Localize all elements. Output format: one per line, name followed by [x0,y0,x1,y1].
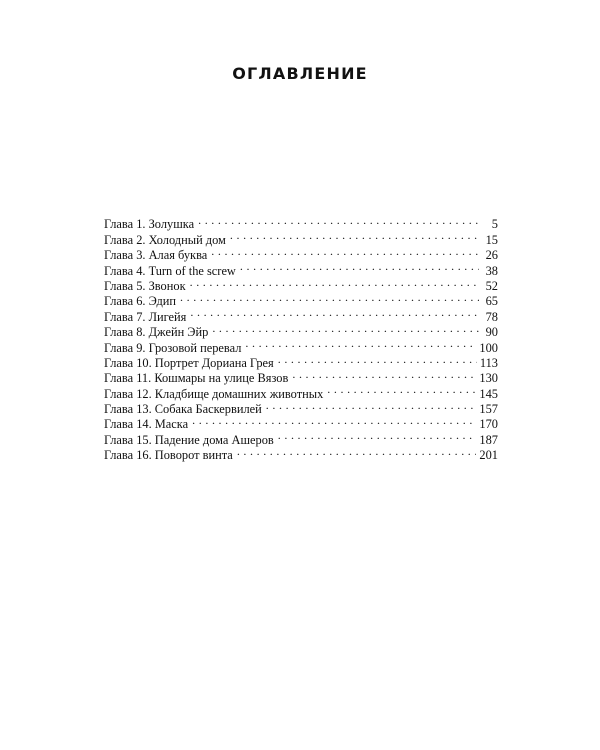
dot-leader [212,321,479,336]
dot-leader [211,244,479,259]
toc-entry-title: Глава 14. Маска [104,417,189,432]
toc-entry-title: Глава 15. Падение дома Ашеров [104,432,274,447]
toc-entry-page: 90 [485,325,498,340]
dot-leader [327,382,476,397]
toc-entry-title: Глава 12. Кладбище домашних животных [104,386,324,401]
dot-leader [198,213,479,228]
toc-entry-title: Глава 3. Алая буква [104,248,208,263]
toc-entry-page: 113 [479,355,498,370]
dot-leader [230,228,479,243]
dot-leader [245,336,476,351]
toc-entry-page: 100 [479,340,498,355]
page-title: ОГЛАВЛЕНИЕ [232,64,368,83]
toc-entry-title: Глава 4. Turn of the screw [104,263,236,278]
toc-entry-title: Глава 1. Золушка [104,217,195,232]
toc-entry-page: 52 [485,278,498,293]
toc-entry-title: Глава 13. Собака Баскервилей [104,402,262,417]
toc-entry-title: Глава 11. Кошмары на улице Вязов [104,371,289,386]
toc-entry-page: 38 [485,263,498,278]
dot-leader [278,352,477,367]
dot-leader [266,398,477,413]
dot-leader [237,444,477,459]
toc-entry-title: Глава 7. Лигейя [104,309,187,324]
toc-entry-title: Глава 16. Поворот винта [104,448,233,463]
dot-leader [190,305,479,320]
toc-entry-page: 145 [479,386,498,401]
toc-entry [104,213,498,232]
dot-leader [180,290,479,305]
toc-entry-title: Глава 5. Звонок [104,278,186,293]
toc-entry-page: 170 [479,417,498,432]
toc-entry-page: 201 [479,448,498,463]
dot-leader [192,413,476,428]
toc-entry-title: Глава 9. Грозовой перевал [104,340,242,355]
toc-entry-page: 5 [491,217,498,232]
toc-entry-page: 187 [479,432,498,447]
toc-entry-page: 65 [485,294,498,309]
dot-leader [278,428,477,443]
toc-entry-page: 26 [485,248,498,263]
table-of-contents [104,213,498,463]
toc-entry-page: 78 [485,309,498,324]
toc-entry-title: Глава 2. Холодный дом [104,232,226,247]
dot-leader [292,367,476,382]
toc-entry-title: Глава 10. Портрет Дориана Грея [104,355,274,370]
dot-leader [240,259,479,274]
dot-leader [190,275,479,290]
toc-entry-title: Глава 8. Джейн Эйр [104,325,209,340]
toc-entry-page: 15 [485,232,498,247]
toc-entry-title: Глава 6. Эдип [104,294,177,309]
toc-entry-page: 157 [479,402,498,417]
toc-entry-page: 130 [479,371,498,386]
